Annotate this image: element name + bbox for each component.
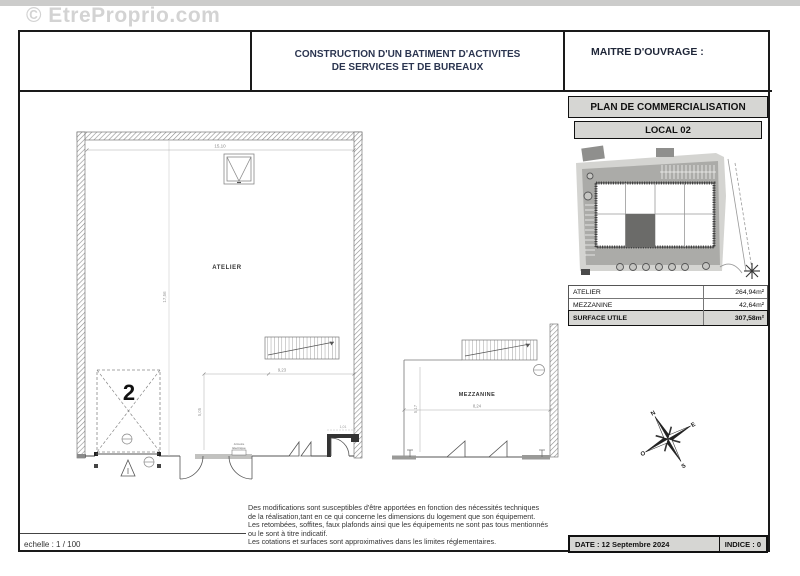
compass-rose-icon [633,404,703,474]
legal-notes [248,504,584,547]
project-title-cell [252,32,565,92]
note-line: Les cotations et surfaces sont approximatives dans les limites réglementaires. [248,537,497,547]
note-line: Les retombées, soffites, faux plafonds ainsi que les équipements ne sont pas tous mentionnés [248,520,548,530]
site-compass-icon [744,263,760,279]
local-name-bar: LOCAL 02 [574,121,762,139]
drawing-frame [18,30,770,552]
project-title-line1: CONSTRUCTION D'UN BATIMENT D'ACTIVITES [294,49,521,60]
total-value: 307,58m² [703,311,767,325]
scale-label: echelle : 1 / 100 [24,540,81,549]
svg-text:5,17: 5,17 [413,404,418,414]
footer-divider [20,533,246,534]
watermark: © EtreProprio.com [26,4,221,27]
project-title-line2: DE SERVICES ET DE BUREAUX [331,62,484,73]
row-label: ATELIER [573,288,601,296]
svg-text:Electrique: Electrique [232,445,246,450]
row-value: 264,94m² [703,286,767,298]
dim-top [86,144,356,152]
compass-o: O [639,450,647,459]
note-line: ou le sont à titre indicatif. [248,528,328,538]
plan-type-bar: PLAN DE COMMERCIALISATION [568,96,768,118]
table-total-row [568,310,768,326]
owner-label: MAITRE D'OUVRAGE : [591,46,704,58]
date-label: DATE : 12 Septembre 2024 [575,539,670,549]
stair-icon [265,337,339,359]
note-line: Des modifications sont susceptibles d'être apportées en fonction des nécessités techniques [248,503,540,512]
compass-s: S [680,463,688,471]
surface-table [568,285,768,326]
owner-cell [565,32,772,92]
dim-room: 1,01 [339,425,347,429]
skylight-icon [224,154,254,184]
svg-text:9,23: 9,23 [277,367,287,373]
row-value: 42,64m² [703,299,767,311]
date-bar [568,535,768,553]
mezzanine-label: MEZZANINE [458,392,496,398]
atelier-walls [77,132,362,458]
svg-text:Armoire: Armoire [233,442,245,446]
site-mark [581,269,590,275]
svg-text:15,10: 15,10 [214,143,226,149]
svg-text:5,05: 5,05 [197,407,202,417]
table-row [569,286,767,298]
atelier-label: ATELIER [212,265,242,271]
indice-label: INDICE : 0 [719,537,766,551]
site-highlighted-local [626,214,656,247]
svg-text:8,24: 8,24 [472,403,482,409]
compass-e: E [690,421,697,429]
note-line: de la réalisation,tant en ce qui concerne les dimensions du logement que son équipement. [248,511,536,521]
compass-n: N [650,410,657,418]
equipment-label [232,442,246,455]
door-swing-icon [180,456,252,479]
neighbor-building-icon [581,146,605,162]
site-map [568,141,770,284]
row-label: MEZZANINE [573,301,613,309]
unit-number: 2 [122,380,136,405]
neighbor-building-icon [656,148,674,157]
title-block-logo-cell [20,32,252,92]
dim-left: 17,56 [162,291,167,303]
mezzanine-plan [392,324,558,460]
floor-plan [62,112,572,502]
total-label: SURFACE UTILE [573,314,627,322]
folding-door-icon [289,442,311,456]
